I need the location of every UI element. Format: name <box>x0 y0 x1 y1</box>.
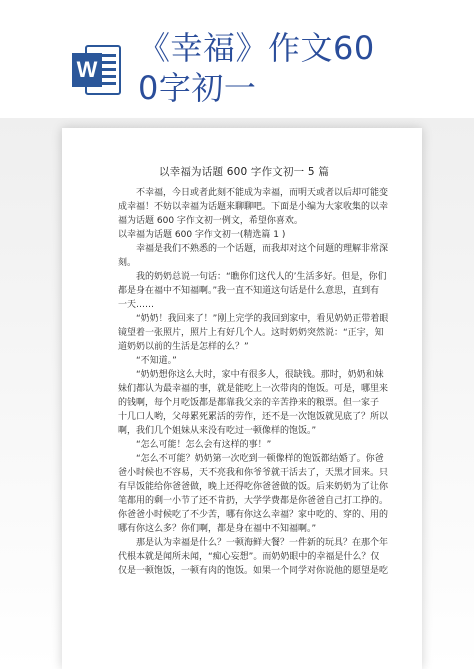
text-line: “奶奶！我回来了！”刚上完学的我回到家中，看见奶奶正带着眼 <box>118 314 389 324</box>
text-line: 妹们都认为最幸福的事，就是能吃上一次带肉的饱饭。可是，哪里来 <box>118 384 389 394</box>
header-banner <box>0 0 474 125</box>
text-line: 刻。 <box>118 258 137 268</box>
document-page <box>70 128 418 669</box>
text-line: “奶奶想你这么大时，家中有很多人，很缺钱。那时，奶奶和妹 <box>118 370 384 380</box>
text-line: 幸福是我们不熟悉的一个话题，而我却对这个问题的理解非常深 <box>118 244 389 254</box>
text-line: 笔都用的剩一小节了还不肯扔，大学学费都是你爸爸自己打工挣的。 <box>118 496 389 506</box>
text-line: “怎么不可能？奶奶第一次吃到一顿像样的饱饭都结婚了。你爸 <box>118 454 384 464</box>
title-line-1: 《幸福》作文60 <box>138 29 375 67</box>
text-line: 一天…… <box>118 300 155 310</box>
text-line: 有早饭能给你爸爸做，晚上还得吃你爸爸做的饭。后来奶奶为了让你 <box>118 482 389 492</box>
text-line: 爸小时候也不容易，天不亮我和你爷爷就干活去了，天黑才回来。只 <box>118 468 389 478</box>
text-line: 仅是一顿饱饭，一顿有肉的饱饭。如果一个同学对你说他的愿望是吃 <box>118 566 389 576</box>
text-line: 十几口人哟，父母累死累活的劳作，还不是一次饱饭就见底了？所以 <box>118 412 389 422</box>
text-line: 啊，我们几个姐妹从来没有吃过一顿像样的饱饭。” <box>118 426 317 436</box>
text-line: 成幸福！不妨以幸福为话题来聊聊吧。下面是小编为大家收集的以幸 <box>118 202 389 212</box>
word-document-icon <box>72 44 122 96</box>
text-line: 哪有你这么多？你们啊，都是身在福中不知福啊。” <box>118 524 317 534</box>
document-heading: 以幸福为话题 600 字作文初一 5 篇 <box>158 166 330 178</box>
title-line-2: 0字初一 <box>138 69 257 107</box>
text-line: 以幸福为话题 600 字作文初一(精选篇 1 ) <box>118 230 286 240</box>
text-line: “不知道。” <box>118 356 177 366</box>
text-line: 道奶奶以前的生活是怎样的么？” <box>118 342 249 352</box>
text-line: 镜望着一张照片，照片上有好几个人。这时奶奶突然说：“正宇，知 <box>118 328 384 338</box>
document-body <box>118 186 389 578</box>
text-line: 你爸爸小时候吃了不少苦，哪有你这么幸福？家中吃的、穿的、用的 <box>118 510 389 520</box>
text-line: 不幸福，今日或者此刻不能成为幸福，而明天或者以后却可能变 <box>118 188 389 198</box>
text-line: 代根本就是闻所未闻，“痴心妄想”。而奶奶眼中的幸福是什么？仅 <box>118 552 380 562</box>
text-line: “怎么可能！怎么会有这样的事！” <box>118 440 272 450</box>
text-line: 那是认为幸福是什么？一顿海鲜大餐？一件新的玩具？在那个年 <box>118 538 389 548</box>
text-line: 的钱啊，每个月吃饭都是都靠我父亲的辛苦挣来的粮票。但一家子 <box>118 398 380 408</box>
text-line: 福为话题 600 字作文初一例文，希望你喜欢。 <box>118 216 303 226</box>
text-line: 我的奶奶总说一句话：“瞧你们这代人的’生活多好。但是，你们 <box>118 272 387 282</box>
page-title <box>138 28 468 108</box>
text-line: 都是身在福中不知福啊。”我一直不知道这句话是什么意思，直到有 <box>118 286 380 296</box>
svg-text:W: W <box>76 57 98 82</box>
